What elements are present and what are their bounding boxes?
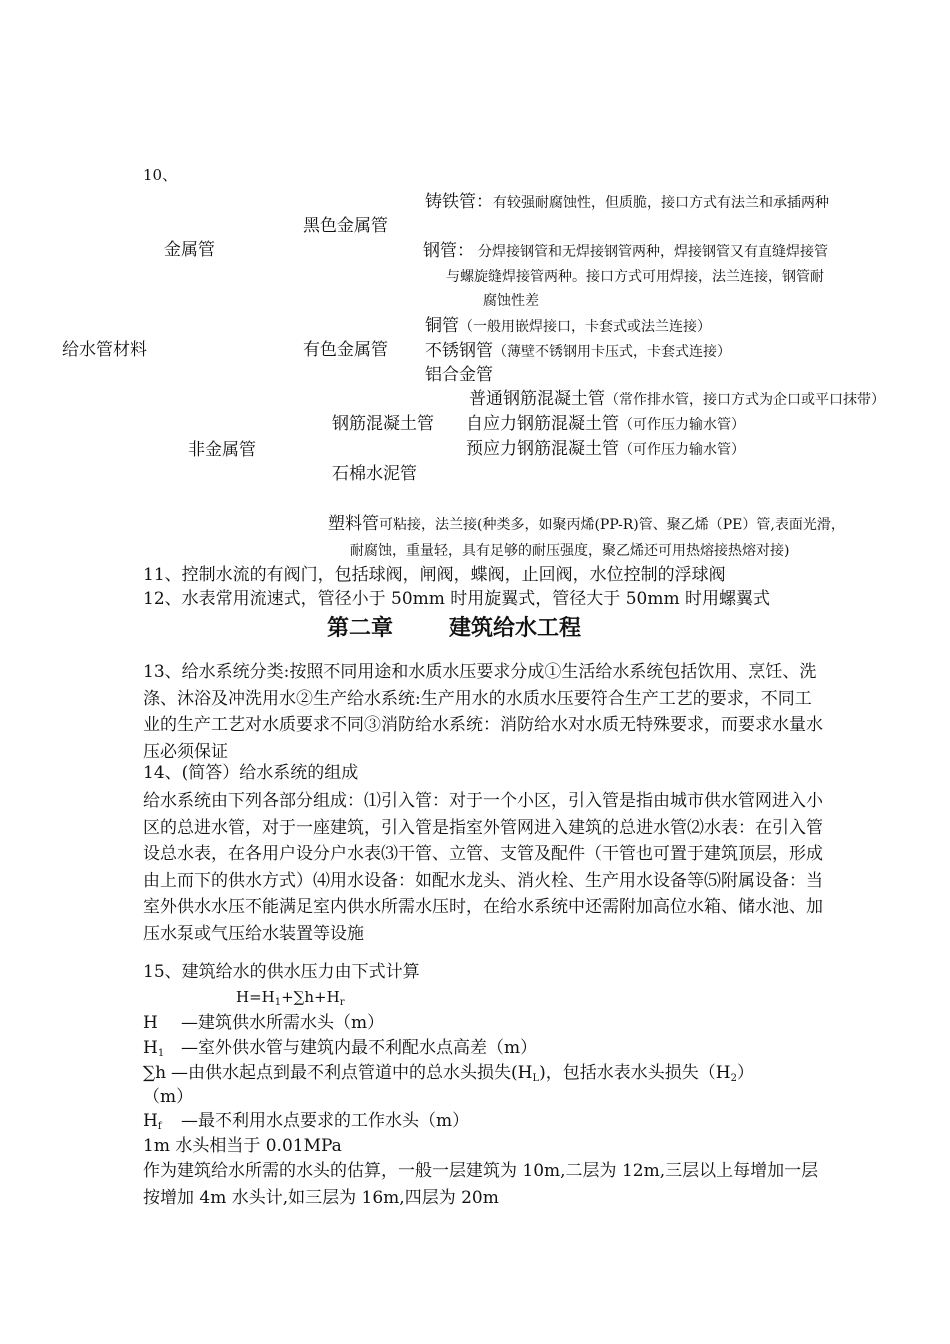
- chapter-heading: [327, 618, 581, 640]
- rc-pre-desc: （可作压力输水管）: [619, 442, 745, 458]
- head-estimate: 作为建筑给水所需的水头的估算，一般一层建筑为 10m,二层为 12m,三层以上每增加一层按增加 4m 水头计,如三层为 16m,四层为 20m: [143, 1161, 819, 1208]
- item-11: 11、控制水流的有阀门，包括球阀，闸阀，蝶阀，止回阀，水位控制的浮球阀: [143, 565, 726, 585]
- rc-pipe: 钢筋混凝土管: [332, 414, 434, 434]
- def-h-desc: —建筑供水所需水头（m）: [181, 1013, 385, 1033]
- copper-desc: （一般用嵌焊接口，卡套式或法兰连接）: [459, 319, 711, 335]
- metal-pipe: 金属管: [164, 240, 215, 260]
- def-hf: [143, 1113, 469, 1130]
- steel-desc-3: 腐蚀性差: [483, 293, 539, 309]
- stainless-label: 不锈钢管: [425, 341, 493, 361]
- steel-desc-2: 与螺旋缝焊接管两种。接口方式可用焊接，法兰连接，钢管耐: [446, 269, 824, 285]
- rc-self-label: 自应力钢筋混凝土管: [466, 414, 619, 434]
- item-number-10: 10、: [143, 166, 178, 184]
- stainless-desc: （薄壁不锈钢用卡压式，卡套式连接）: [493, 344, 731, 360]
- item-15-title: 15、建筑给水的供水压力由下式计算: [143, 962, 420, 982]
- chapter-number: 第二章: [327, 616, 394, 641]
- ferrous-metal-pipe: 黑色金属管: [303, 216, 388, 236]
- def-hf-sub: f: [157, 1121, 162, 1132]
- rc-pre-label: 预应力钢筋混凝土管: [466, 439, 619, 459]
- def-hf-symbol: H: [143, 1111, 158, 1131]
- formula-sub-1: 1: [274, 997, 282, 1008]
- def-sum-h-desc-1: —由供水起点到最不利点管道中的总水头损失(H: [171, 1063, 533, 1083]
- def-h1-desc: —室外供水管与建筑内最不利配水点高差（m）: [181, 1038, 538, 1058]
- root-water-pipe-materials: 给水管材料: [62, 340, 147, 360]
- def-sum-h: [143, 1065, 754, 1082]
- item-14-title: 14、(简答）给水系统的组成: [143, 763, 359, 783]
- item-12: 12、水表常用流速式，管径小于 50mm 时用旋翼式，管径大于 50mm 时用螺翼式: [143, 589, 770, 609]
- copper-label: 铜管: [425, 316, 459, 336]
- rc-normal-entry: [469, 391, 885, 408]
- rc-normal-desc: （常作排水管，接口方式为企口或平口抹带）: [605, 392, 885, 408]
- def-sum-h-symbol: ∑h: [143, 1063, 167, 1083]
- def-h1: [143, 1040, 537, 1057]
- steel-label: 钢管：: [423, 241, 474, 261]
- def-h1-sub: 1: [157, 1048, 165, 1059]
- def-hf-desc: —最不利用水点要求的工作水头（m）: [181, 1111, 470, 1131]
- rc-pre-entry: [466, 441, 745, 458]
- asbestos-cement-pipe: 石棉水泥管: [332, 464, 417, 484]
- formula: [236, 988, 345, 1008]
- chapter-title: 建筑给水工程: [449, 616, 582, 641]
- plastic-label: 塑料管: [328, 514, 379, 534]
- item-14-body: 给水系统由下列各部分组成：⑴引入管：对于一个小区，引入管是指由城市供水管网进入小区的总进水管，对于一座建筑，引入管是指室外管网进入建筑的总进水管⑵水表：在引入管设总水表，在各用户设分户水表⑶干管、立管、支管及配件（干管也可置于建筑顶层，形成由上而下的供水方式）⑷用水设备：如配水龙头、消火栓、生产用水设备等⑸附属设备：当室外供水水压不能满足室内供水所需水压时，在给水系统中还需附加高位水箱、储水池、加压水泵或气压给水装置等设施: [143, 791, 823, 944]
- nonferrous-metal-pipe: 有色金属管: [303, 340, 388, 360]
- def-sum-h-desc-3: ）: [736, 1063, 754, 1083]
- stainless-entry: [425, 343, 731, 360]
- plastic-desc-2: 耐腐蚀，重量轻，具有足够的耐压强度，聚乙烯还可用热熔接热熔对接): [350, 543, 790, 559]
- castiron-desc: 有较强耐腐蚀性，但质脆，接口方式有法兰和承插两种: [493, 195, 829, 211]
- rc-self-entry: [466, 416, 745, 433]
- plastic-entry: [328, 516, 845, 533]
- conversion-note: 1m 水头相当于 0.01MPa: [143, 1136, 342, 1156]
- aluminum-pipe: 铝合金管: [425, 365, 493, 385]
- rc-normal-label: 普通钢筋混凝土管: [469, 389, 605, 409]
- steel-entry: [423, 243, 828, 260]
- steel-desc-1: 分焊接钢管和无焊接钢管两种，焊接钢管又有直缝焊接管: [478, 244, 828, 260]
- def-sum-h-desc-2: )，包括水表水头损失（H: [539, 1063, 731, 1083]
- nonmetal-pipe: 非金属管: [188, 440, 256, 460]
- item-13: 13、给水系统分类:按照不同用途和水质水压要求分成①生活给水系统包括饮用、烹饪、洗涤、沐浴及冲洗用水②生产给水系统:生产用水的水质水压要符合生产工艺的要求，不同工业的生产工艺对水质要求不同③消防给水系统：消防给水对水质无特殊要求，而要求水量水压必须保证: [143, 662, 823, 762]
- copper-entry: [425, 318, 711, 335]
- rc-self-desc: （可作压力输水管）: [619, 417, 745, 433]
- def-h1-symbol: H: [143, 1038, 158, 1058]
- castiron-entry: [425, 194, 829, 211]
- def-sum-h-sub-l: L: [532, 1073, 540, 1084]
- formula-part-b: +∑h+H: [281, 988, 340, 1006]
- formula-part-a: H=H: [236, 988, 275, 1006]
- def-h: [143, 1015, 384, 1032]
- formula-sub-r: r: [339, 997, 345, 1008]
- def-sum-h-sub-2: 2: [730, 1073, 737, 1084]
- def-h-symbol: H: [143, 1013, 158, 1033]
- castiron-label: 铸铁管：: [425, 192, 493, 212]
- def-sum-h-unit: （m）: [143, 1087, 194, 1107]
- plastic-desc-1: 可粘接，法兰接(种类多，如聚丙烯(PP-R)管、聚乙烯（PE）管,表面光滑，: [379, 517, 845, 533]
